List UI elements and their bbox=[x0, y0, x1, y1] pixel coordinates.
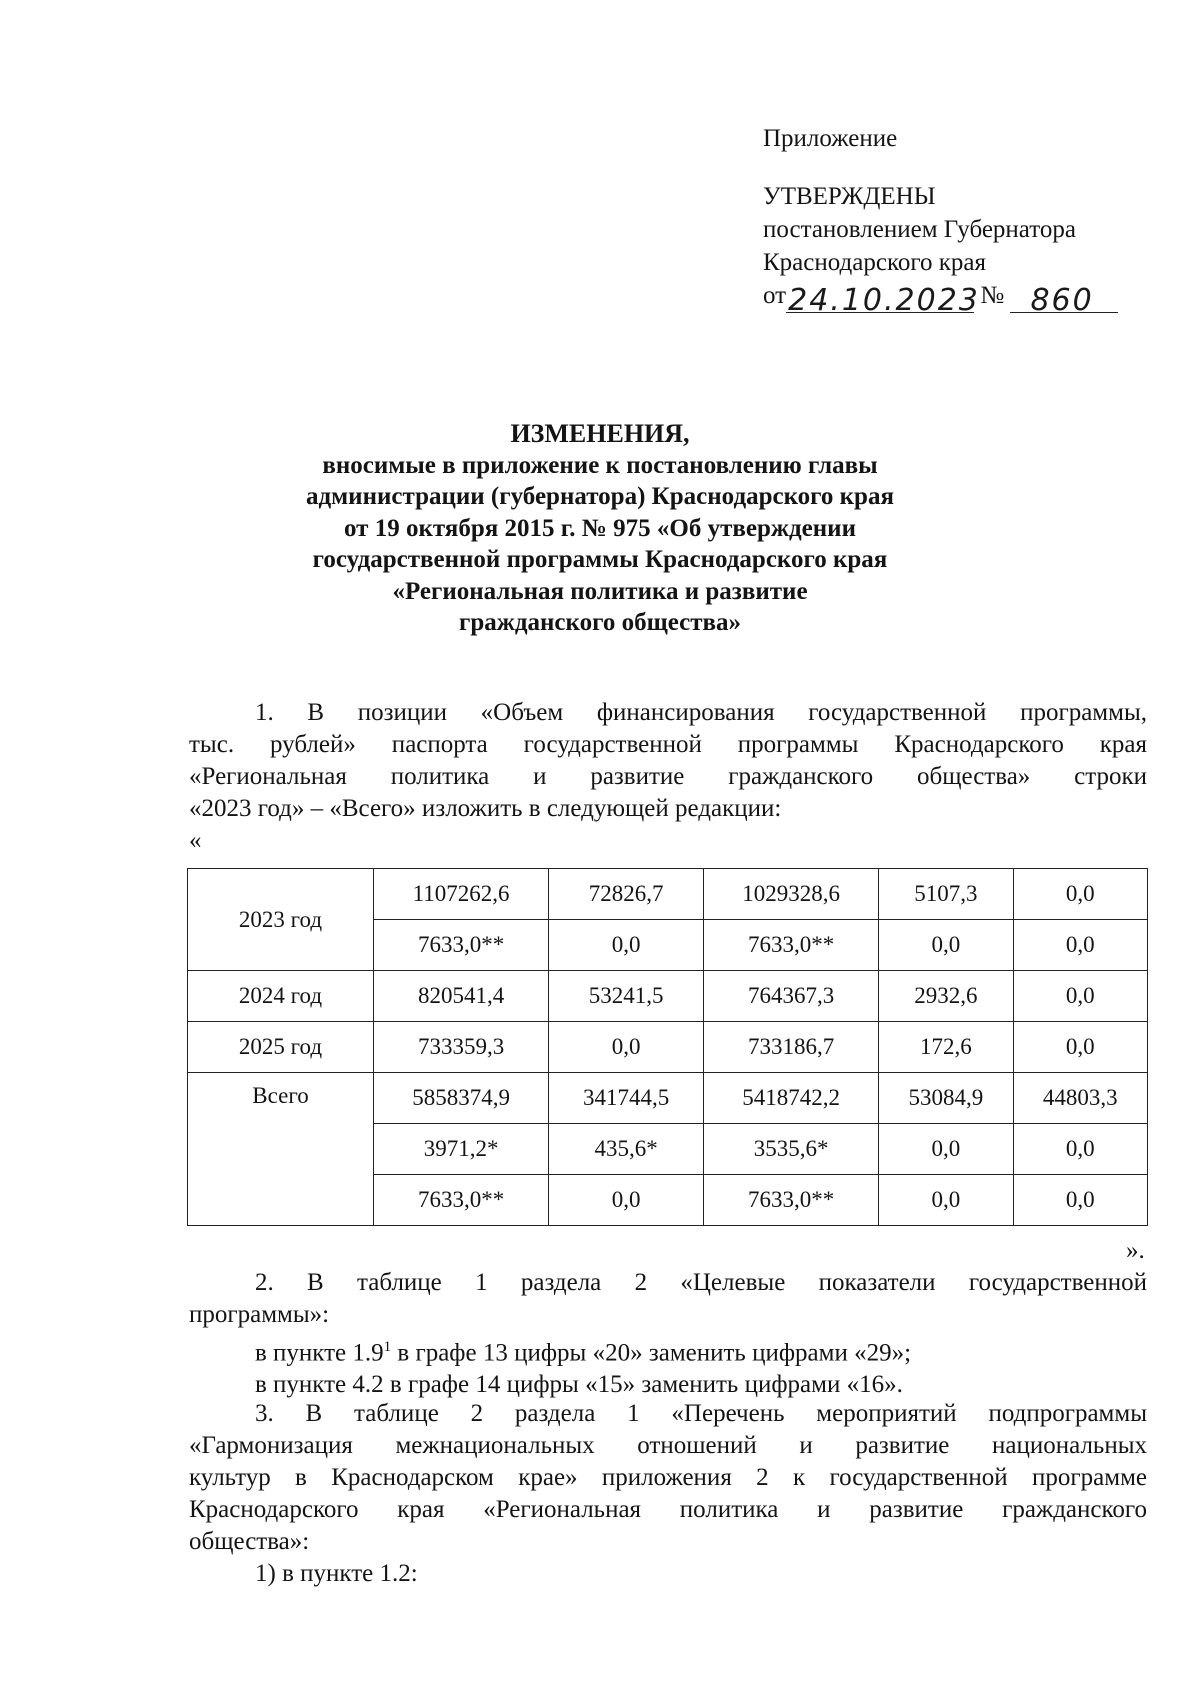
approved-label: УТВЕРЖДЕНЫ bbox=[763, 183, 936, 210]
paragraph-line: «Региональная политика и развитие гражданского общества» строки bbox=[189, 763, 1147, 790]
paragraph-line: 1. В позиции «Объем финансирования государственной программы, bbox=[255, 699, 1147, 726]
table-cell: 1029328,6 bbox=[704, 869, 879, 920]
table-cell: 0,0 bbox=[549, 1175, 704, 1226]
title-line: «Региональная политика и развитие bbox=[392, 577, 808, 605]
title-line: государственной программы Краснодарского края bbox=[312, 546, 888, 573]
table-cell: 0,0 bbox=[879, 920, 1013, 971]
table-cell: 7633,0** bbox=[704, 920, 879, 971]
paragraph-line: «Гармонизация межнациональных отношений и развитие национальных bbox=[189, 1432, 1147, 1459]
item-text: в пункте 1.9 bbox=[255, 1339, 384, 1367]
table-cell: 764367,3 bbox=[704, 971, 879, 1022]
table-cell: 0,0 bbox=[1013, 1175, 1147, 1226]
paragraph-line: 3. В таблице 2 раздела 1 «Перечень мероприятий подпрограммы bbox=[255, 1400, 1147, 1427]
table-cell: 3971,2* bbox=[374, 1124, 549, 1175]
open-quote: « bbox=[189, 827, 202, 854]
table-cell: 0,0 bbox=[1013, 920, 1147, 971]
document-title bbox=[0, 418, 1200, 639]
appendix-label: Приложение bbox=[763, 125, 898, 152]
table-cell: 3535,6* bbox=[704, 1124, 879, 1175]
paragraph-line: Краснодарского края «Региональная политика и развитие гражданского bbox=[189, 1496, 1147, 1523]
number-label: № bbox=[980, 282, 1005, 309]
paragraph-line: «2023 год» – «Всего» изложить в следующей редакции: bbox=[189, 795, 782, 822]
title-line: гражданского общества» bbox=[459, 609, 741, 636]
table-cell: 0,0 bbox=[879, 1175, 1013, 1226]
table-cell: 0,0 bbox=[1013, 971, 1147, 1022]
table-cell: 53084,9 bbox=[879, 1073, 1013, 1124]
number-handwritten: 860 bbox=[1030, 283, 1094, 318]
paragraph-line: культур в Краснодарском крае» приложения 2 к государственной программе bbox=[189, 1464, 1147, 1491]
table-cell: 53241,5 bbox=[549, 971, 704, 1022]
table-cell: 820541,4 bbox=[374, 971, 549, 1022]
paragraph-line: общества»: bbox=[189, 1528, 310, 1555]
table-cell: 7633,0** bbox=[374, 1175, 549, 1226]
table-cell: 172,6 bbox=[879, 1022, 1013, 1073]
table-cell: 5418742,2 bbox=[704, 1073, 879, 1124]
table-row bbox=[188, 869, 1148, 920]
paragraph-line bbox=[189, 1331, 1147, 1369]
item-text: в графе 13 цифры «20» заменить цифрами «29»; bbox=[391, 1339, 912, 1367]
table-cell: 0,0 bbox=[1013, 1022, 1147, 1073]
table-row bbox=[188, 1022, 1148, 1073]
table-cell: 7633,0** bbox=[704, 1175, 879, 1226]
paragraph-2 bbox=[189, 1267, 1147, 1401]
date-number-line bbox=[763, 279, 1118, 318]
approved-by-line: постановлением Губернатора bbox=[763, 216, 1076, 243]
date-handwritten: 24.10.2023 bbox=[788, 283, 980, 318]
finance-table bbox=[187, 868, 1148, 1226]
table-cell: 435,6* bbox=[549, 1124, 704, 1175]
paragraph-3 bbox=[189, 1398, 1147, 1590]
close-quote: ». bbox=[1126, 1237, 1145, 1264]
approval-block bbox=[763, 122, 1118, 318]
table-row bbox=[188, 971, 1148, 1022]
table-cell: 72826,7 bbox=[549, 869, 704, 920]
title-line: администрации (губернатора) Краснодарского края bbox=[306, 483, 894, 510]
table-cell: 2932,6 bbox=[879, 971, 1013, 1022]
table-cell: 0,0 bbox=[549, 920, 704, 971]
superscript: 1 bbox=[383, 1339, 392, 1355]
paragraph-line: программы»: bbox=[189, 1301, 330, 1328]
number-field bbox=[1010, 279, 1118, 318]
paragraph-line: тыс. рублей» паспорта государственной программы Краснодарского края bbox=[189, 731, 1147, 758]
row-label: 2023 год bbox=[188, 869, 374, 971]
paragraph-line: в пункте 4.2 в графе 14 цифры «15» заменить цифрами «16». bbox=[255, 1371, 903, 1399]
date-field bbox=[786, 279, 980, 318]
from-label: от bbox=[763, 282, 787, 309]
table-cell: 7633,0** bbox=[374, 920, 549, 971]
table-cell: 5858374,9 bbox=[374, 1073, 549, 1124]
table-cell: 1107262,6 bbox=[374, 869, 549, 920]
approved-region-line: Краснодарского края bbox=[763, 249, 986, 276]
table-cell: 0,0 bbox=[1013, 1124, 1147, 1175]
row-label: 2025 год bbox=[188, 1022, 374, 1073]
row-label: Всего bbox=[188, 1073, 374, 1226]
title-line: от 19 октября 2015 г. № 975 «Об утверждении bbox=[344, 514, 856, 542]
table-row bbox=[188, 1073, 1148, 1124]
table-cell: 0,0 bbox=[549, 1022, 704, 1073]
table-cell: 733359,3 bbox=[374, 1022, 549, 1073]
table-cell: 0,0 bbox=[1013, 869, 1147, 920]
paragraph-line: 2. В таблице 1 раздела 2 «Целевые показатели государственной bbox=[255, 1269, 1147, 1296]
paragraph-line: 1) в пункте 1.2: bbox=[255, 1560, 418, 1587]
table-cell: 733186,7 bbox=[704, 1022, 879, 1073]
title-heading: ИЗМЕНЕНИЯ, bbox=[510, 419, 690, 448]
paragraph-1 bbox=[189, 697, 1147, 857]
table-cell: 341744,5 bbox=[549, 1073, 704, 1124]
table-cell: 5107,3 bbox=[879, 869, 1013, 920]
row-label: 2024 год bbox=[188, 971, 374, 1022]
title-line: вносимые в приложение к постановлению главы bbox=[322, 451, 878, 479]
table-cell: 0,0 bbox=[879, 1124, 1013, 1175]
table-cell: 44803,3 bbox=[1013, 1073, 1147, 1124]
